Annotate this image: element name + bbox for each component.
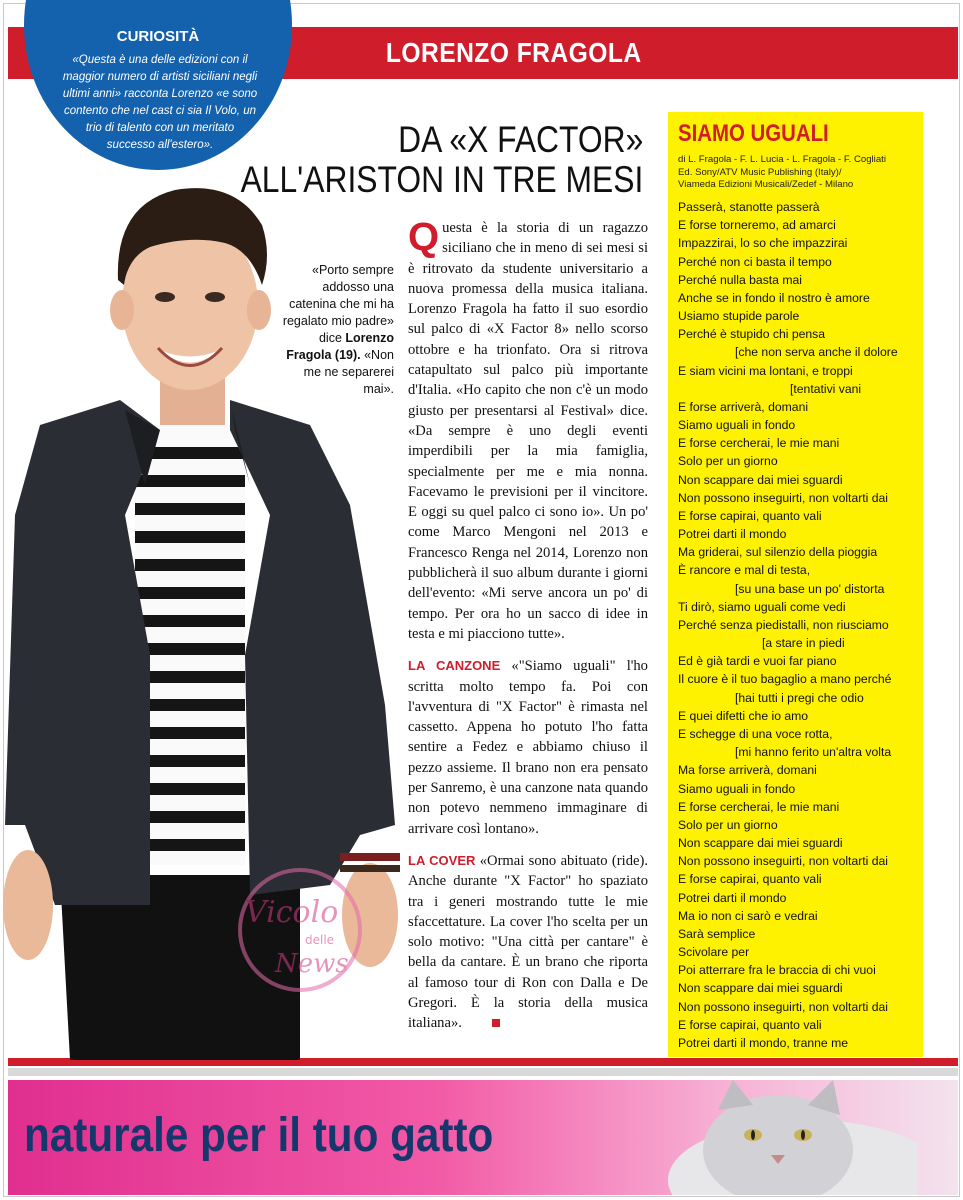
lyrics-line: Ma forse arriverà, domani xyxy=(678,763,817,778)
lyrics-line: Ma io non ci sarò e vedrai xyxy=(678,908,818,923)
credits-line-2: Ed. Sony/ATV Music Publishing (Italy)/ xyxy=(678,166,842,178)
subheading-canzone: LA CANZONE xyxy=(408,658,501,674)
credits-line-3: Viameda Edizioni Musicali/Zedef - Milano xyxy=(678,179,854,190)
watermark-logo xyxy=(205,860,455,1000)
lyrics-line: [hai tutti i pregi che odio xyxy=(735,690,864,705)
lyrics-line: [a stare in piedi xyxy=(762,636,845,651)
lyrics-line: Siamo uguali in fondo xyxy=(678,781,796,796)
lyrics-line: Impazzirai, lo so che impazzirai xyxy=(678,236,848,251)
caption-text: «Porto sempre addosso una catenina che mi ha regalato mio padre» dice xyxy=(282,263,394,345)
lyrics-line: [mi hanno ferito un'altra volta xyxy=(735,745,892,760)
lyrics-line: Solo per un giorno xyxy=(678,817,778,832)
lyrics-line: [che non serva anche il dolore xyxy=(735,345,898,360)
lyrics-line: E siam vicini ma lontani, e troppi xyxy=(678,363,853,378)
lyrics-line: Non scappare dai miei sguardi xyxy=(678,836,843,851)
lyrics-line: Potrei darti il mondo, tranne me xyxy=(678,1035,849,1050)
lyrics-line: Sarà semplice xyxy=(678,926,756,941)
lyrics-line: Ma griderai, sul silenzio della pioggia xyxy=(678,545,878,560)
lyrics-line: Non possono inseguirti, non voltarti dai xyxy=(678,854,889,869)
lyrics-line: È rancore e mal di testa, xyxy=(678,563,811,578)
photo-caption xyxy=(274,262,394,398)
paragraph-3-text: «Ormai sono abituato (ride). Anche durante "X Factor" ho spaziato tra i generi mostrando tutte le mie sfaccettature. La cover l'ho scelta per un solo motivo: "Una città per cantare" è bella da cantare. È un brano che riporta al famoso tour di Ron con Dalla e De Gregori. È la storia della musica italiana». xyxy=(408,852,648,1032)
lyrics-line: E schegge di una voce rotta, xyxy=(678,726,833,741)
lyrics-line: Ti dirò, siamo uguali come vedi xyxy=(678,599,846,614)
lyrics-line: Anche se in fondo il nostro è amore xyxy=(678,290,870,305)
lyrics-line: Siamo uguali in fondo xyxy=(678,418,796,433)
lyrics-line: Potrei darti il mondo xyxy=(678,527,787,542)
lyrics-line: Non scappare dai miei sguardi xyxy=(678,981,843,996)
subheading-cover: LA COVER xyxy=(408,852,476,868)
lyrics-line: Perché nulla basta mai xyxy=(678,272,802,287)
cat-photo xyxy=(658,1080,918,1195)
caption-quote: «Non me ne separerei mai». xyxy=(303,348,394,396)
end-mark xyxy=(492,1019,500,1027)
lyrics-line: Perché è stupido chi pensa xyxy=(678,327,826,342)
lyrics-line: Il cuore è il tuo bagaglio a mano perché xyxy=(678,672,892,687)
lyrics-line: E forse capirai, quanto vali xyxy=(678,1017,822,1032)
curiosita-box xyxy=(24,0,292,170)
watermark-text-1: Vicolo xyxy=(245,895,339,930)
lyrics-line: Poi atterrare fra le braccia di chi vuoi xyxy=(678,963,876,978)
headline-line-2: ALL'ARISTON IN TRE MESI xyxy=(240,159,643,200)
lyrics-line: E quei difetti che io amo xyxy=(678,708,809,723)
lyrics-line: Perché non ci basta il tempo xyxy=(678,254,832,269)
ad-slogan: naturale per il tuo gatto xyxy=(24,1109,494,1162)
watermark-text-2: delle xyxy=(305,933,335,947)
lyrics-title: SIAMO UGUALI xyxy=(678,120,829,147)
drop-cap: Q xyxy=(408,215,440,259)
lyrics-line: Passerà, stanotte passerà xyxy=(678,200,820,214)
credits-line-1: di L. Fragola - F. L. Lucia - L. Fragola - F. Cogliati xyxy=(678,154,886,165)
lyrics-line: Non possono inseguirti, non voltarti dai xyxy=(678,999,889,1014)
lyrics-box xyxy=(668,112,923,1057)
lyrics-line: E forse cercherai, le mie mani xyxy=(678,436,840,451)
article-paragraph-1 xyxy=(408,215,648,644)
lyrics-line: Potrei darti il mondo xyxy=(678,890,787,905)
curiosita-text: «Questa è una delle edizioni con il maggior numero di artisti siciliani negli ultimi anni» racconta Lorenzo «e sono contento che nel cast ci sia Il Volo, un trio di talento con un meritato successo all'estero». xyxy=(62,54,258,151)
paragraph-1-text: uesta è la storia di un ragazzo siciliano che in meno di sei mesi si è ritrovato da studente universitario a nuova promessa della musica italiana. Lorenzo Fragola ha fatto il suo esordio sul palco di «X Factor 8» nello scorso ottobre e ha trionfato. Ora si ritrova catapultato sul palco più importante d'Italia. «Ho capito che non c'è un modo giusto per presentarsi al Festival» dice. «Da sempre è uno degli eventi imperdibili per la mia famiglia, specialmente per me e mia nonna. Facevamo le previsioni per il vincitore. E oggi su quel palco ci sono io». Un po' come Marco Mengoni nel 2013 e Francesco Renga nel 2014, Lorenzo non pubblicherà il suo album durante i giorni dell'evento: «Mi serve ancora un po' di tempo. Per ora ho un sacco di idee in testa e mi piacciono tutte». xyxy=(408,220,648,642)
ad-top-border xyxy=(8,1068,958,1076)
lyrics-lines xyxy=(678,198,918,1052)
lyrics-line: E forse capirai, quanto vali xyxy=(678,508,822,523)
lyrics-line: Usiamo stupide parole xyxy=(678,309,800,324)
lyrics-credits xyxy=(678,154,918,192)
curiosita-title: CURIOSITÀ xyxy=(116,28,200,45)
lyrics-line: Non scappare dai miei sguardi xyxy=(678,472,843,487)
lyrics-line: E forse capirai, quanto vali xyxy=(678,872,822,887)
headline-line-1: DA «X FACTOR» xyxy=(397,119,643,160)
caption-name: Lorenzo Fragola (19). xyxy=(286,331,394,362)
article-paragraph-2 xyxy=(408,656,648,839)
watermark-text-3: News xyxy=(275,949,349,979)
lyrics-line: Non possono inseguirti, non voltarti dai xyxy=(678,490,889,505)
lyrics-line: Scivolare per xyxy=(678,945,750,960)
lyrics-line: E forse torneremo, ad amarci xyxy=(678,218,836,233)
advertisement-banner xyxy=(8,1080,958,1195)
paragraph-2-text: «"Siamo uguali" l'ho scritta molto tempo fa. Poi con l'avventura di "X Factor" è rimasta nel cassetto. Appena ho potuto l'ho fatta sentire a Fedez e abbiamo chiuso il pezzo assieme. Il brano non era pensato per Sanremo, è una canzone nata quando non potevo nemmeno immaginare di arrivare così lontano». xyxy=(408,658,648,837)
lyrics-line: Ed è già tardi e vuoi far piano xyxy=(678,654,837,669)
lyrics-line: [tentativi vani xyxy=(790,381,862,396)
lyrics-line: E forse cercherai, le mie mani xyxy=(678,799,840,814)
lyrics-line: Solo per un giorno xyxy=(678,454,778,469)
section-title: LORENZO FRAGOLA xyxy=(386,37,642,68)
lyrics-line: Perché senza piedistalli, non riusciamo xyxy=(678,617,889,632)
lyrics-line: [su una base un po' distorta xyxy=(735,581,885,596)
lyrics-line: E forse arriverà, domani xyxy=(678,399,809,414)
